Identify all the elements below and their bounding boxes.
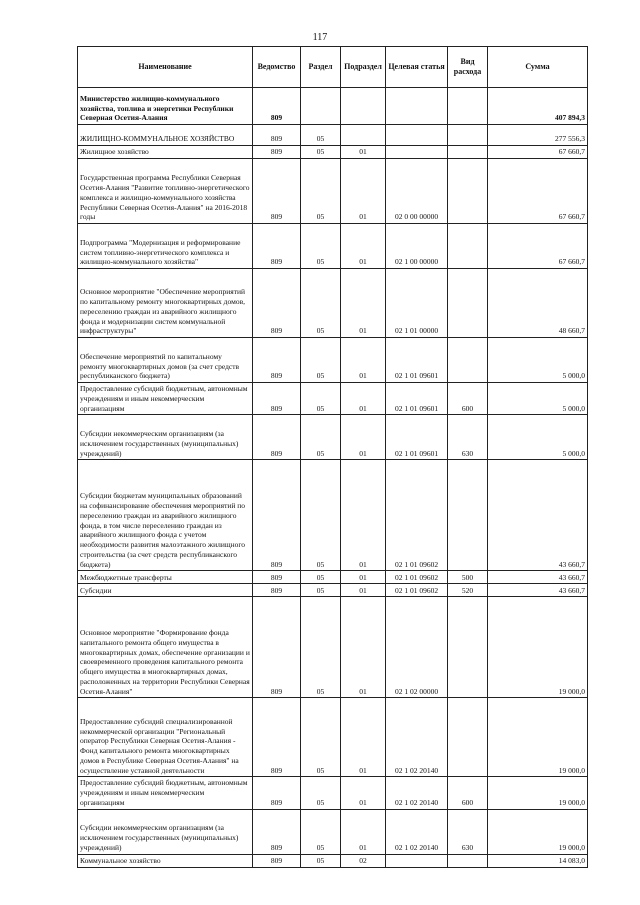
row-subsection: 01 bbox=[341, 338, 386, 383]
row-name: Коммунальное хозяйство bbox=[78, 854, 253, 867]
row-target: 02 1 01 09601 bbox=[386, 338, 448, 383]
row-dept: 809 bbox=[253, 338, 301, 383]
row-name: Предоставление субсидий бюджетным, автономным учреждениям и иным некоммерческим организациям bbox=[78, 777, 253, 809]
row-sum: 67 660,7 bbox=[488, 159, 588, 224]
row-name: Обеспечение мероприятий по капитальному ремонту многоквартирных домов (за счет средств республиканского бюджета) bbox=[78, 338, 253, 383]
row-name: Субсидии бюджетам муниципальных образований на софинансирование обеспечения мероприятий по переселению граждан из аварийного жилищного фонда, в том числе переселению граждан из аварийного жилищного фонда с учетом необходимости развития малоэтажного жилищного строительства (за счет средств республиканского бюджета) bbox=[78, 460, 253, 571]
table-row bbox=[78, 777, 588, 809]
row-section: 05 bbox=[301, 383, 341, 415]
row-subsection: 01 bbox=[341, 698, 386, 777]
row-target: 02 1 02 20140 bbox=[386, 698, 448, 777]
row-target: 02 1 02 00000 bbox=[386, 597, 448, 698]
row-target: 02 1 02 20140 bbox=[386, 777, 448, 809]
row-sum: 19 000,0 bbox=[488, 809, 588, 854]
row-sum: 67 660,7 bbox=[488, 146, 588, 159]
row-target: 02 1 01 09602 bbox=[386, 460, 448, 571]
row-target: 02 0 00 00000 bbox=[386, 159, 448, 224]
row-sum: 19 000,0 bbox=[488, 698, 588, 777]
row-subsection: 01 bbox=[341, 383, 386, 415]
table-body bbox=[78, 88, 588, 868]
row-sum: 277 556,3 bbox=[488, 125, 588, 146]
table-row bbox=[78, 159, 588, 224]
row-expense: 520 bbox=[448, 584, 488, 597]
row-section: 05 bbox=[301, 146, 341, 159]
table-row bbox=[78, 88, 588, 125]
row-target bbox=[386, 88, 448, 125]
row-section: 05 bbox=[301, 224, 341, 269]
row-target: 02 1 01 09601 bbox=[386, 415, 448, 460]
row-subsection: 01 bbox=[341, 809, 386, 854]
row-dept: 809 bbox=[253, 125, 301, 146]
row-sum: 19 000,0 bbox=[488, 597, 588, 698]
row-expense bbox=[448, 88, 488, 125]
row-expense bbox=[448, 854, 488, 867]
row-dept: 809 bbox=[253, 571, 301, 584]
row-target bbox=[386, 854, 448, 867]
table-row bbox=[78, 125, 588, 146]
row-expense bbox=[448, 159, 488, 224]
row-expense bbox=[448, 269, 488, 338]
row-target: 02 1 01 09602 bbox=[386, 571, 448, 584]
table-row bbox=[78, 269, 588, 338]
row-section: 05 bbox=[301, 777, 341, 809]
row-expense: 630 bbox=[448, 415, 488, 460]
row-section: 05 bbox=[301, 809, 341, 854]
row-subsection: 01 bbox=[341, 415, 386, 460]
row-subsection: 02 bbox=[341, 854, 386, 867]
row-sum: 43 660,7 bbox=[488, 584, 588, 597]
row-subsection: 01 bbox=[341, 777, 386, 809]
row-section: 05 bbox=[301, 584, 341, 597]
row-sum: 67 660,7 bbox=[488, 224, 588, 269]
row-name: Основное мероприятие "Формирование фонда капитального ремонта общего имущества в многоквартирных домах, обеспечение организации и своевременного проведения капитального ремонта общего имущества в многоквартирных домах, расположенных на территории Республики Северная Осетия-Алания" bbox=[78, 597, 253, 698]
row-name: Предоставление субсидий бюджетным, автономным учреждениям и иным некоммерческим организациям bbox=[78, 383, 253, 415]
header-dept: Ведомство bbox=[253, 47, 301, 88]
row-dept: 809 bbox=[253, 224, 301, 269]
row-section: 05 bbox=[301, 159, 341, 224]
row-expense bbox=[448, 125, 488, 146]
header-expense: Вид расхода bbox=[448, 47, 488, 88]
table-row bbox=[78, 597, 588, 698]
row-section: 05 bbox=[301, 338, 341, 383]
row-subsection: 01 bbox=[341, 460, 386, 571]
row-sum: 43 660,7 bbox=[488, 460, 588, 571]
row-dept: 809 bbox=[253, 460, 301, 571]
row-expense bbox=[448, 224, 488, 269]
row-sum: 5 000,0 bbox=[488, 415, 588, 460]
row-target: 02 1 01 09602 bbox=[386, 584, 448, 597]
row-section: 05 bbox=[301, 460, 341, 571]
row-section: 05 bbox=[301, 698, 341, 777]
row-subsection: 01 bbox=[341, 146, 386, 159]
header-target: Целевая статья bbox=[386, 47, 448, 88]
row-section: 05 bbox=[301, 597, 341, 698]
header-sum: Сумма bbox=[488, 47, 588, 88]
page-number: 117 bbox=[312, 32, 328, 43]
row-sum: 5 000,0 bbox=[488, 338, 588, 383]
table-row bbox=[78, 338, 588, 383]
table-row bbox=[78, 698, 588, 777]
budget-table bbox=[77, 46, 588, 868]
row-expense: 600 bbox=[448, 383, 488, 415]
row-name: Министерство жилищно-коммунального хозяйства, топлива и энергетики Республики Северная Осетия-Алания bbox=[78, 88, 253, 125]
row-dept: 809 bbox=[253, 146, 301, 159]
row-expense bbox=[448, 698, 488, 777]
row-name: Жилищное хозяйство bbox=[78, 146, 253, 159]
row-target: 02 1 01 09601 bbox=[386, 383, 448, 415]
table-row bbox=[78, 146, 588, 159]
row-subsection bbox=[341, 125, 386, 146]
header-section: Раздел bbox=[301, 47, 341, 88]
row-target: 02 1 02 20140 bbox=[386, 809, 448, 854]
row-name: Подпрограмма "Модернизация и реформирование систем топливно-энергетического комплекса и жилищно-коммунального хозяйства" bbox=[78, 224, 253, 269]
row-dept: 809 bbox=[253, 777, 301, 809]
row-dept: 809 bbox=[253, 383, 301, 415]
row-subsection bbox=[341, 88, 386, 125]
row-name: ЖИЛИЩНО-КОММУНАЛЬНОЕ ХОЗЯЙСТВО bbox=[78, 125, 253, 146]
row-section: 05 bbox=[301, 571, 341, 584]
row-sum: 407 894,3 bbox=[488, 88, 588, 125]
row-expense: 500 bbox=[448, 571, 488, 584]
row-sum: 14 083,0 bbox=[488, 854, 588, 867]
row-expense bbox=[448, 338, 488, 383]
table-row bbox=[78, 460, 588, 571]
row-name: Субсидии bbox=[78, 584, 253, 597]
row-expense: 600 bbox=[448, 777, 488, 809]
row-section: 05 bbox=[301, 415, 341, 460]
row-expense bbox=[448, 146, 488, 159]
row-subsection: 01 bbox=[341, 597, 386, 698]
row-target bbox=[386, 125, 448, 146]
row-dept: 809 bbox=[253, 809, 301, 854]
header-name: Наименование bbox=[78, 47, 253, 88]
row-expense bbox=[448, 460, 488, 571]
row-expense bbox=[448, 597, 488, 698]
row-section bbox=[301, 88, 341, 125]
row-name: Субсидии некоммерческим организациям (за исключением государственных (муниципальных) учреждений) bbox=[78, 415, 253, 460]
row-target: 02 1 00 00000 bbox=[386, 224, 448, 269]
row-section: 05 bbox=[301, 125, 341, 146]
row-name: Субсидии некоммерческим организациям (за исключением государственных (муниципальных) учреждений) bbox=[78, 809, 253, 854]
row-dept: 809 bbox=[253, 597, 301, 698]
row-subsection: 01 bbox=[341, 584, 386, 597]
header-subsection: Подраздел bbox=[341, 47, 386, 88]
row-dept: 809 bbox=[253, 269, 301, 338]
table-row bbox=[78, 224, 588, 269]
row-dept: 809 bbox=[253, 698, 301, 777]
row-dept: 809 bbox=[253, 88, 301, 125]
table-header-row bbox=[78, 47, 588, 88]
table-row bbox=[78, 571, 588, 584]
row-section: 05 bbox=[301, 269, 341, 338]
table-row bbox=[78, 809, 588, 854]
row-sum: 43 660,7 bbox=[488, 571, 588, 584]
row-target bbox=[386, 146, 448, 159]
row-subsection: 01 bbox=[341, 159, 386, 224]
row-sum: 48 660,7 bbox=[488, 269, 588, 338]
row-dept: 809 bbox=[253, 584, 301, 597]
table-row bbox=[78, 584, 588, 597]
row-target: 02 1 01 00000 bbox=[386, 269, 448, 338]
row-subsection: 01 bbox=[341, 224, 386, 269]
table-row bbox=[78, 854, 588, 867]
row-subsection: 01 bbox=[341, 269, 386, 338]
row-expense: 630 bbox=[448, 809, 488, 854]
row-dept: 809 bbox=[253, 854, 301, 867]
row-dept: 809 bbox=[253, 159, 301, 224]
row-subsection: 01 bbox=[341, 571, 386, 584]
row-name: Государственная программа Республики Северная Осетия-Алания "Развитие топливно-энергетического комплекса и жилищно-коммунального хозяйства Республики Северная Осетия-Алания" на 2016-2018 годы bbox=[78, 159, 253, 224]
row-dept: 809 bbox=[253, 415, 301, 460]
table-row bbox=[78, 415, 588, 460]
table-row bbox=[78, 383, 588, 415]
row-name: Межбюджетные трансферты bbox=[78, 571, 253, 584]
row-section: 05 bbox=[301, 854, 341, 867]
row-sum: 5 000,0 bbox=[488, 383, 588, 415]
row-name: Основное мероприятие "Обеспечение мероприятий по капитальному ремонту многоквартирных домов, переселению граждан из аварийного жилищного фонда и модернизации систем коммунальной инфраструктуры" bbox=[78, 269, 253, 338]
row-name: Предоставление субсидий специализированной некоммерческой организации "Региональный оператор Республики Северная Осетия-Алания - Фонд капитального ремонта многоквартирных домов в Республике Северная Осетия-Алания" на осуществление уставной деятельности bbox=[78, 698, 253, 777]
row-sum: 19 000,0 bbox=[488, 777, 588, 809]
